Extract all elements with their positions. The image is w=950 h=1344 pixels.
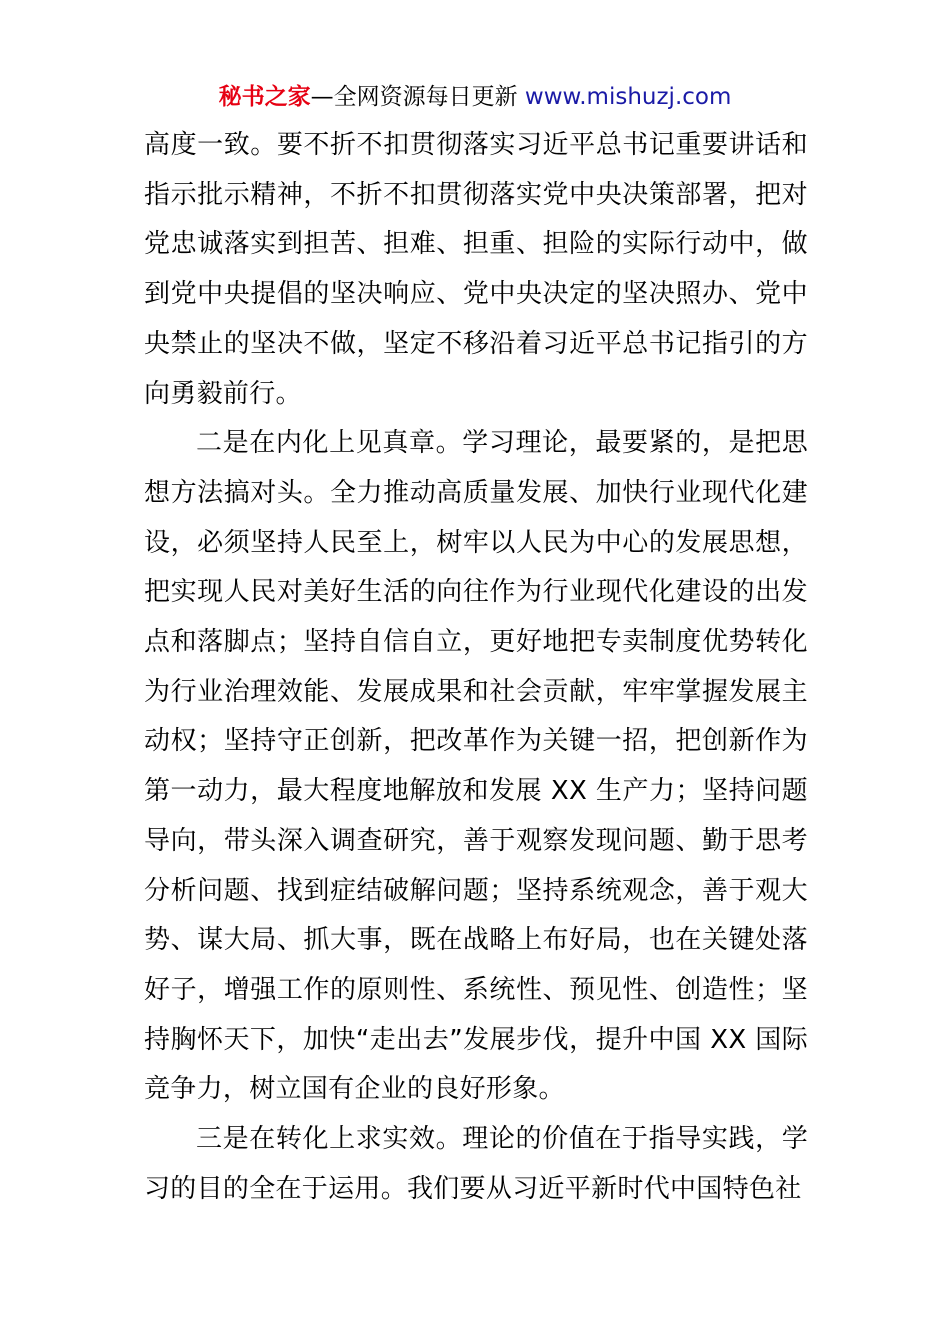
site-tagline: —全网资源每日更新	[310, 84, 525, 110]
paragraph-point-three: 三是在转化上求实效。理论的价值在于指导实践，学习的目的全在于运用。我们要从习近平新时代中国特色社	[144, 1124, 808, 1204]
site-url-link[interactable]: www.mishuzj.com	[524, 84, 732, 110]
paragraph-continued: 高度一致。要不折不扣贯彻落实习近平总书记重要讲话和指示批示精神，不折不扣贯彻落实党中央决策部署，把对党忠诚落实到担苦、担难、担重、担险的实际行动中，做到党中央提倡的坚决响应、党中央决定的坚决照办、党中央禁止的坚决不做，坚定不移沿着习近平总书记指引的方向勇毅前行。	[144, 130, 808, 409]
site-brand: 秘书之家	[218, 84, 311, 110]
page-header	[0, 80, 950, 114]
document-body	[144, 121, 808, 1214]
paragraph-point-two: 二是在内化上见真章。学习理论，最要紧的，是把思想方法搞对头。全力推动高质量发展、加快行业现代化建设，必须坚持人民至上，树牢以人民为中心的发展思想，把实现人民对美好生活的向往作为行业现代化建设的出发点和落脚点；坚持自信自立，更好地把专卖制度优势转化为行业治理效能、发展成果和社会贡献，牢牢掌握发展主动权；坚持守正创新，把改革作为关键一招，把创新作为第一动力，最大程度地解放和发展 XX 生产力；坚持问题导向，带头深入调查研究，善于观察发现问题、勤于思考分析问题、找到症结破解问题；坚持系统观念，善于观大势、谋大局、抓大事，既在战略上布好局，也在关键处落好子，增强工作的原则性、系统性、预见性、创造性；坚持胸怀天下，加快“走出去”发展步伐，提升中国 XX 国际竞争力，树立国有企业的良好形象。	[144, 428, 808, 1105]
